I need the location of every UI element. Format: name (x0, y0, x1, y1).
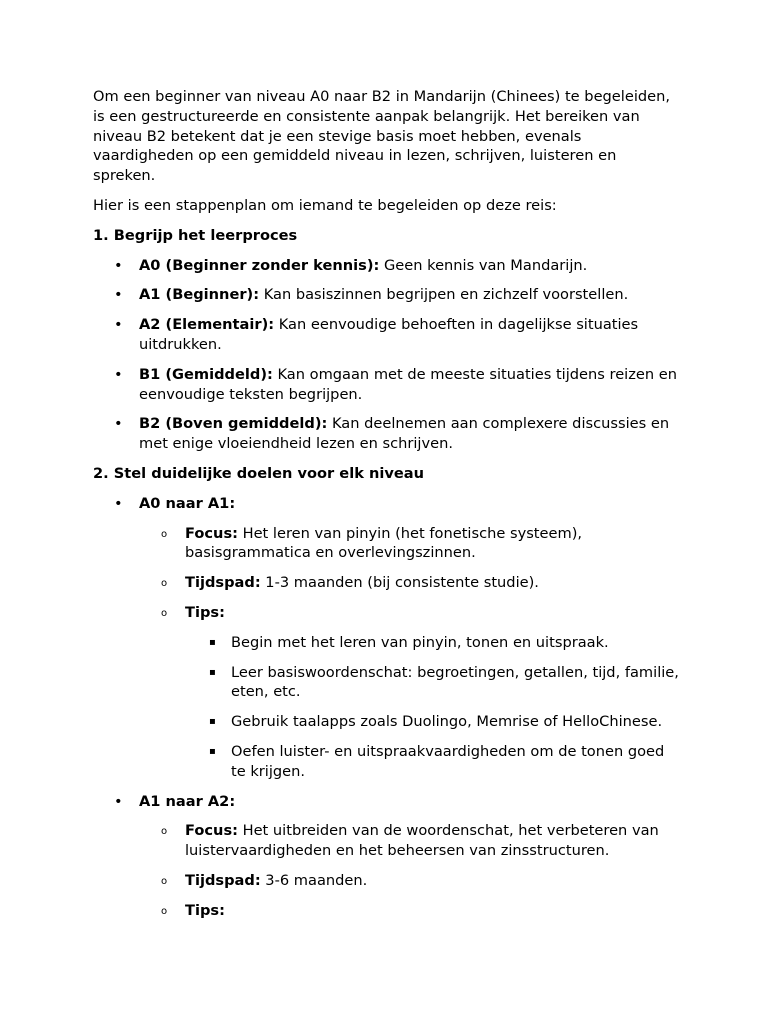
list-item (93, 315, 683, 355)
bullet-icon: • (114, 316, 123, 334)
tip-item (185, 712, 683, 732)
square-bullet-icon: ▪ (209, 745, 216, 757)
item-text: Geen kennis van Mandarijn. (379, 256, 588, 274)
circle-bullet-icon: o (161, 875, 168, 887)
tip-text: Gebruik taalapps zoals Duolingo, Memrise of HelloChinese. (231, 713, 663, 731)
item-label: A2 (Elementair): (139, 316, 275, 334)
tip-text: Leer basiswoordenschat: begroetingen, getallen, tijd, familie, eten, etc. (231, 663, 679, 701)
detail-text: 3-6 maanden. (260, 871, 368, 889)
level-list (93, 256, 683, 454)
item-label: A1 (Beginner): (139, 286, 260, 304)
list-item (93, 365, 683, 405)
bullet-icon: • (114, 494, 123, 512)
circle-bullet-icon: o (161, 578, 168, 590)
lead-paragraph: Hier is een stappenplan om iemand te begeleiden op deze reis: (93, 196, 557, 214)
detail-text: 1-3 maanden (bij consistente studie). (260, 574, 539, 592)
circle-bullet-icon: o (161, 826, 168, 838)
item-label: B2 (Boven gemiddeld): (139, 415, 328, 433)
detail-label: Tijdspad: (185, 574, 261, 592)
circle-bullet-icon: o (161, 607, 168, 619)
tip-item (185, 663, 683, 703)
square-bullet-icon: ▪ (209, 666, 216, 678)
tip-item (185, 633, 683, 653)
bullet-icon: • (114, 792, 123, 810)
detail-label: Tijdspad: (185, 871, 261, 889)
stage-label: A1 naar A2: (139, 792, 236, 810)
item-text: Kan eenvoudige behoeften in dagelijkse situaties uitdrukken. (139, 316, 639, 353)
detail-item (139, 821, 683, 861)
detail-label: Tips: (185, 603, 225, 621)
intro-paragraph: Om een beginner van niveau A0 naar B2 in Mandarijn (Chinees) te begeleiden, is een gestructureerde en consistente aanpak belangrijk. Het bereiken van niveau B2 betekent dat je een stevige basis moet hebben, evenals vaardigheden op een gemiddeld niveau in lezen, schrijven, luisteren en spreken. (93, 88, 671, 185)
stage-item (93, 792, 683, 921)
circle-bullet-icon: o (161, 905, 168, 917)
document-body (93, 87, 683, 931)
detail-item (139, 524, 683, 564)
square-bullet-icon: ▪ (209, 636, 216, 648)
list-item (93, 285, 683, 305)
detail-text: Het uitbreiden van de woordenschat, het verbeteren van luistervaardigheden en het beheersen van zinsstructuren. (185, 822, 659, 860)
stage-details (139, 524, 683, 782)
section-2-heading: 2. Stel duidelijke doelen voor elk niveau (93, 464, 425, 482)
stage-details (139, 821, 683, 920)
tip-text: Oefen luister- en uitspraakvaardigheden om de tonen goed te krijgen. (231, 742, 665, 780)
section-1-heading: 1. Begrijp het leerproces (93, 226, 298, 244)
item-text: Kan deelnemen aan complexere discussies en met enige vloeiendheid lezen en schrijven. (139, 415, 670, 453)
bullet-icon: • (114, 256, 123, 274)
tip-item (185, 742, 683, 782)
stage-label: A0 naar A1: (139, 494, 236, 512)
detail-item (139, 901, 683, 921)
bullet-icon: • (114, 415, 123, 433)
detail-label: Focus: (185, 524, 238, 542)
square-bullet-icon: ▪ (209, 716, 216, 728)
stage-list (93, 494, 683, 921)
stage-item (93, 494, 683, 782)
circle-bullet-icon: o (161, 528, 168, 540)
detail-item (139, 573, 683, 593)
tips-list (185, 633, 683, 782)
item-text: Kan omgaan met de meeste situaties tijdens reizen en eenvoudige teksten begrijpen. (139, 365, 677, 403)
bullet-icon: • (114, 286, 123, 304)
item-text: Kan basiszinnen begrijpen en zichzelf voorstellen. (259, 286, 629, 304)
detail-label: Tips: (185, 901, 225, 919)
bullet-icon: • (114, 365, 123, 383)
list-item (93, 256, 683, 276)
detail-item (139, 603, 683, 782)
item-label: A0 (Beginner zonder kennis): (139, 256, 380, 274)
detail-text: Het leren van pinyin (het fonetische systeem), basisgrammatica en overlevingszinnen. (185, 524, 583, 562)
list-item (93, 414, 683, 454)
detail-label: Focus: (185, 822, 238, 840)
tip-text: Begin met het leren van pinyin, tonen en uitspraak. (231, 633, 609, 651)
item-label: B1 (Gemiddeld): (139, 365, 273, 383)
detail-item (139, 871, 683, 891)
